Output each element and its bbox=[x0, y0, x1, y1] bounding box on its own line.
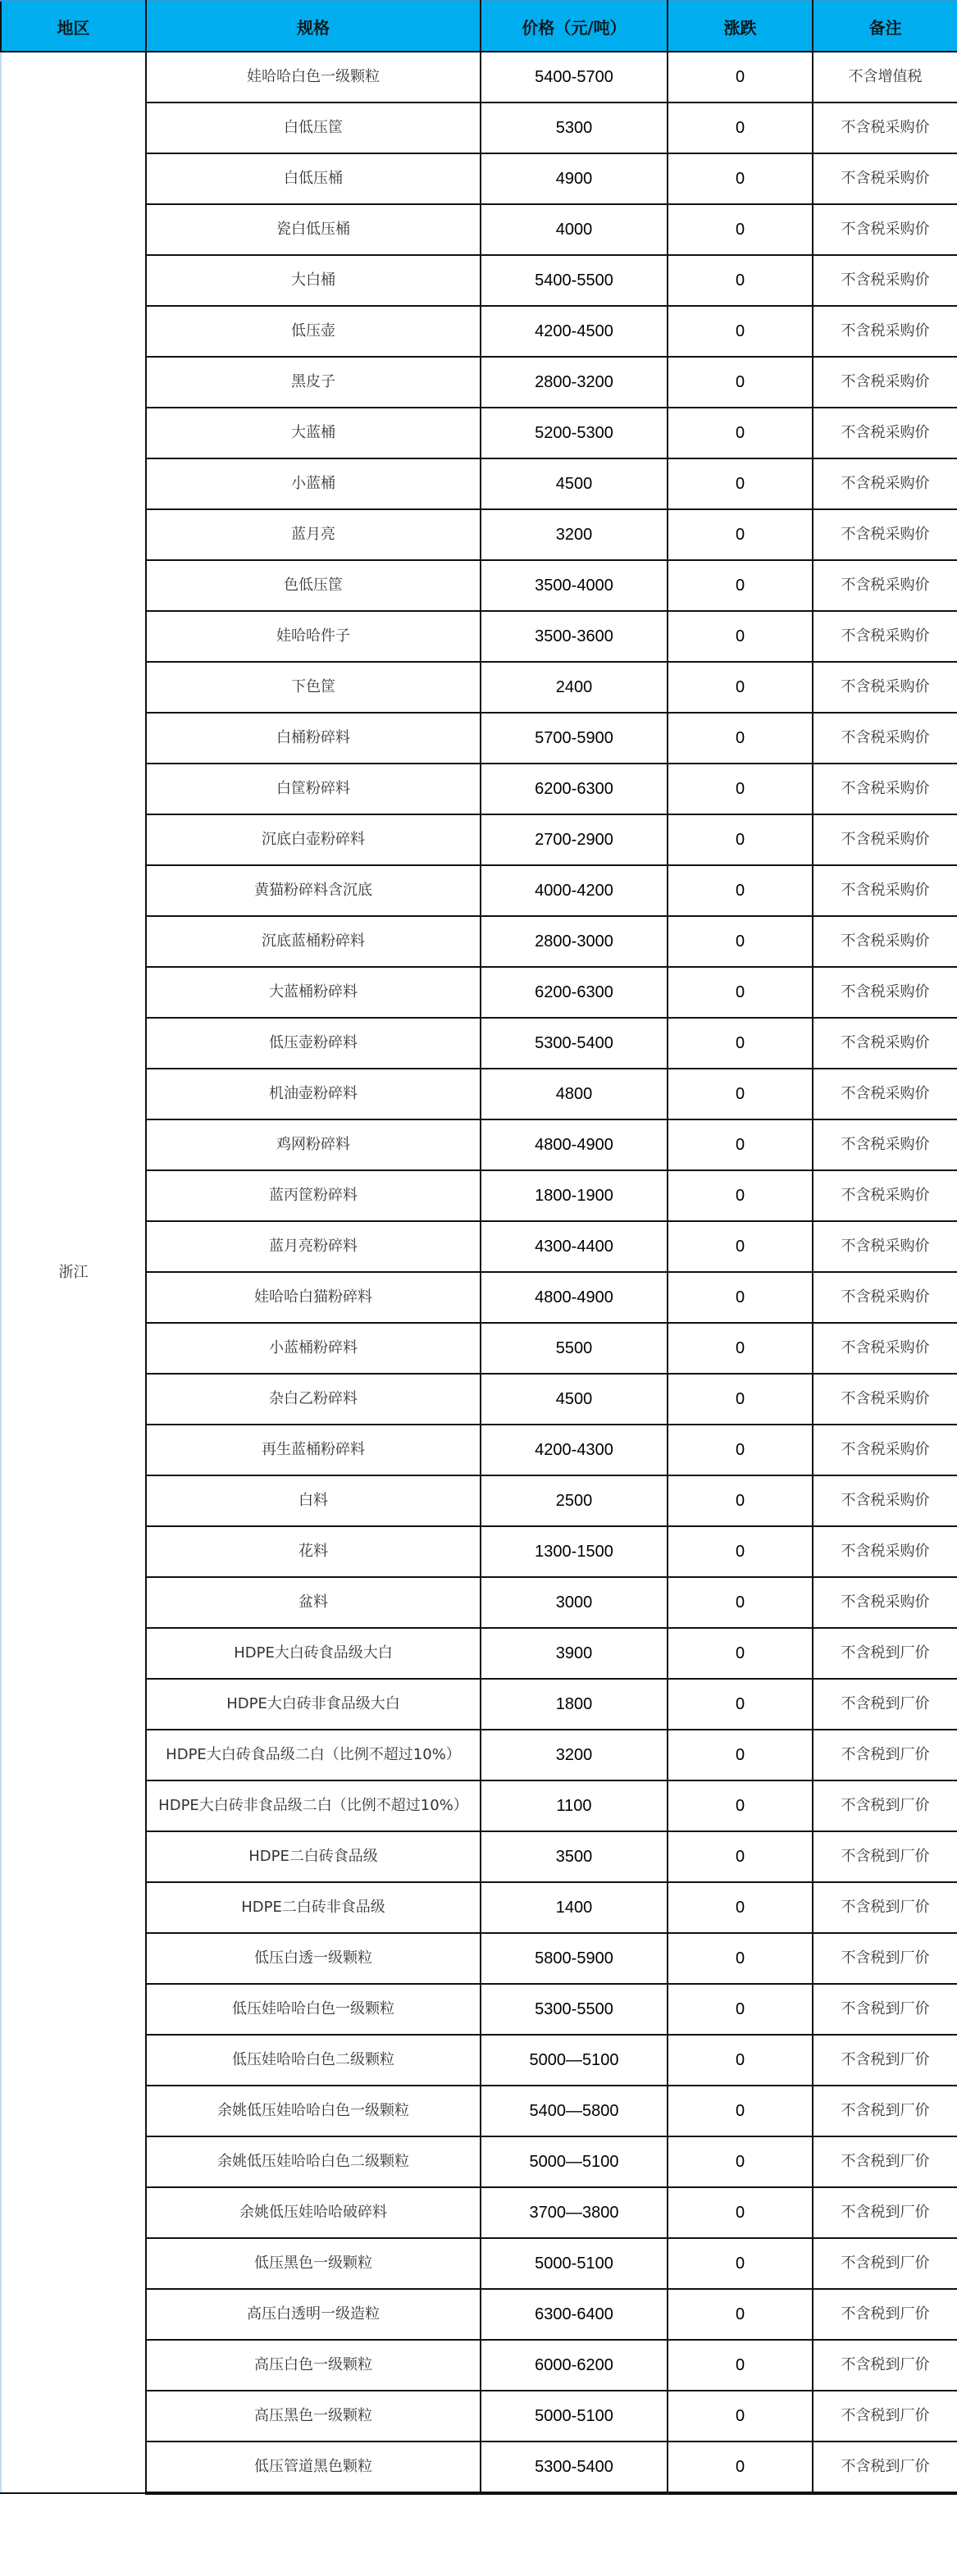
price-cell: 4800-4900 bbox=[481, 1272, 668, 1323]
table-row bbox=[1, 52, 957, 103]
spec-cell: 低压娃哈哈白色二级颗粒 bbox=[146, 2035, 481, 2086]
spec-cell: 白料 bbox=[146, 1475, 481, 1526]
price-cell: 6200-6300 bbox=[481, 764, 668, 814]
change-cell: 0 bbox=[668, 103, 813, 153]
price-cell: 3500-4000 bbox=[481, 560, 668, 611]
spec-cell: 花料 bbox=[146, 1526, 481, 1577]
spec-cell: 蓝丙筐粉碎料 bbox=[146, 1170, 481, 1221]
spec-cell: 娃哈哈白色一级颗粒 bbox=[146, 52, 481, 103]
spec-cell: 白低压桶 bbox=[146, 153, 481, 204]
spec-cell: HDPE二白砖非食品级 bbox=[146, 1882, 481, 1933]
price-cell: 3200 bbox=[481, 1730, 668, 1780]
price-cell: 5300 bbox=[481, 103, 668, 153]
note-cell: 不含税采购价 bbox=[813, 814, 957, 865]
table-header-row bbox=[1, 1, 957, 52]
note-cell: 不含税采购价 bbox=[813, 764, 957, 814]
spec-cell: 娃哈哈白猫粉碎料 bbox=[146, 1272, 481, 1323]
spec-cell: 黄猫粉碎料含沉底 bbox=[146, 865, 481, 916]
spec-cell: 盆料 bbox=[146, 1577, 481, 1628]
price-cell: 2400 bbox=[481, 662, 668, 713]
change-cell: 0 bbox=[668, 2442, 813, 2493]
note-cell: 不含税采购价 bbox=[813, 103, 957, 153]
price-cell: 5400—5800 bbox=[481, 2086, 668, 2136]
note-cell: 不含税采购价 bbox=[813, 509, 957, 560]
note-cell: 不含税采购价 bbox=[813, 458, 957, 509]
change-cell: 0 bbox=[668, 1882, 813, 1933]
change-cell: 0 bbox=[668, 509, 813, 560]
price-cell: 3900 bbox=[481, 1628, 668, 1679]
change-cell: 0 bbox=[668, 52, 813, 103]
price-cell: 1400 bbox=[481, 1882, 668, 1933]
price-cell: 5500 bbox=[481, 1323, 668, 1374]
change-cell: 0 bbox=[668, 1374, 813, 1425]
note-cell: 不含税到厂价 bbox=[813, 1984, 957, 2035]
spec-cell: 低压管道黑色颗粒 bbox=[146, 2442, 481, 2493]
note-cell: 不含税采购价 bbox=[813, 1018, 957, 1069]
change-cell: 0 bbox=[668, 2035, 813, 2086]
note-cell: 不含税采购价 bbox=[813, 1272, 957, 1323]
change-cell: 0 bbox=[668, 153, 813, 204]
price-cell: 5300-5500 bbox=[481, 1984, 668, 2035]
price-cell: 6200-6300 bbox=[481, 967, 668, 1018]
price-cell: 4200-4300 bbox=[481, 1425, 668, 1475]
note-cell: 不含税到厂价 bbox=[813, 2086, 957, 2136]
note-cell: 不含税到厂价 bbox=[813, 2442, 957, 2493]
change-cell: 0 bbox=[668, 458, 813, 509]
spec-cell: 再生蓝桶粉碎料 bbox=[146, 1425, 481, 1475]
change-cell: 0 bbox=[668, 306, 813, 357]
change-cell: 0 bbox=[668, 1628, 813, 1679]
price-cell: 5300-5400 bbox=[481, 2442, 668, 2493]
spec-cell: 低压娃哈哈白色一级颗粒 bbox=[146, 1984, 481, 2035]
spec-cell: 白桶粉碎料 bbox=[146, 713, 481, 764]
price-cell: 5000-5100 bbox=[481, 2238, 668, 2289]
price-cell: 4000 bbox=[481, 204, 668, 255]
change-cell: 0 bbox=[668, 2086, 813, 2136]
spec-cell: 沉底白壶粉碎料 bbox=[146, 814, 481, 865]
note-cell: 不含税到厂价 bbox=[813, 2289, 957, 2340]
note-cell: 不含税采购价 bbox=[813, 1374, 957, 1425]
change-cell: 0 bbox=[668, 1272, 813, 1323]
change-cell: 0 bbox=[668, 357, 813, 408]
note-cell: 不含税采购价 bbox=[813, 865, 957, 916]
change-cell: 0 bbox=[668, 1221, 813, 1272]
change-cell: 0 bbox=[668, 967, 813, 1018]
price-cell: 3500-3600 bbox=[481, 611, 668, 662]
spec-cell: 低压壶粉碎料 bbox=[146, 1018, 481, 1069]
spec-cell: 下色筐 bbox=[146, 662, 481, 713]
change-cell: 0 bbox=[668, 1831, 813, 1882]
spec-cell: 鸡网粉碎料 bbox=[146, 1119, 481, 1170]
note-cell: 不含税到厂价 bbox=[813, 2238, 957, 2289]
spec-cell: 黑皮子 bbox=[146, 357, 481, 408]
note-cell: 不含税到厂价 bbox=[813, 2340, 957, 2391]
note-cell: 不含税采购价 bbox=[813, 662, 957, 713]
spec-cell: 小蓝桶粉碎料 bbox=[146, 1323, 481, 1374]
change-cell: 0 bbox=[668, 1526, 813, 1577]
note-cell: 不含税采购价 bbox=[813, 1119, 957, 1170]
price-cell: 2800-3200 bbox=[481, 357, 668, 408]
change-cell: 0 bbox=[668, 1475, 813, 1526]
price-cell: 1800 bbox=[481, 1679, 668, 1730]
note-cell: 不含税到厂价 bbox=[813, 2187, 957, 2238]
spec-cell: HDPE二白砖食品级 bbox=[146, 1831, 481, 1882]
spec-cell: 白低压筐 bbox=[146, 103, 481, 153]
note-cell: 不含税采购价 bbox=[813, 1475, 957, 1526]
note-cell: 不含税采购价 bbox=[813, 408, 957, 458]
note-cell: 不含税到厂价 bbox=[813, 1831, 957, 1882]
price-cell: 5400-5700 bbox=[481, 52, 668, 103]
change-cell: 0 bbox=[668, 1069, 813, 1119]
change-cell: 0 bbox=[668, 713, 813, 764]
note-cell: 不含税采购价 bbox=[813, 1425, 957, 1475]
change-cell: 0 bbox=[668, 560, 813, 611]
change-cell: 0 bbox=[668, 1984, 813, 2035]
change-cell: 0 bbox=[668, 611, 813, 662]
change-cell: 0 bbox=[668, 1425, 813, 1475]
change-cell: 0 bbox=[668, 2289, 813, 2340]
spec-cell: 大白桶 bbox=[146, 255, 481, 306]
region-cell: 浙江 bbox=[1, 52, 146, 2493]
price-cell: 3700—3800 bbox=[481, 2187, 668, 2238]
spec-cell: 瓷白低压桶 bbox=[146, 204, 481, 255]
change-cell: 0 bbox=[668, 2187, 813, 2238]
note-cell: 不含税到厂价 bbox=[813, 1780, 957, 1831]
note-cell: 不含税采购价 bbox=[813, 1526, 957, 1577]
change-cell: 0 bbox=[668, 2136, 813, 2187]
note-cell: 不含税到厂价 bbox=[813, 2035, 957, 2086]
price-cell: 4300-4400 bbox=[481, 1221, 668, 1272]
note-cell: 不含税采购价 bbox=[813, 1170, 957, 1221]
change-cell: 0 bbox=[668, 1679, 813, 1730]
note-cell: 不含税采购价 bbox=[813, 713, 957, 764]
change-cell: 0 bbox=[668, 1933, 813, 1984]
change-cell: 0 bbox=[668, 255, 813, 306]
spec-cell: 余姚低压娃哈哈白色一级颗粒 bbox=[146, 2086, 481, 2136]
price-cell: 3500 bbox=[481, 1831, 668, 1882]
note-cell: 不含税采购价 bbox=[813, 560, 957, 611]
spec-cell: HDPE大白砖食品级大白 bbox=[146, 1628, 481, 1679]
price-cell: 5400-5500 bbox=[481, 255, 668, 306]
change-cell: 0 bbox=[668, 662, 813, 713]
price-cell: 1800-1900 bbox=[481, 1170, 668, 1221]
note-cell: 不含增值税 bbox=[813, 52, 957, 103]
price-cell: 4500 bbox=[481, 458, 668, 509]
spec-cell: 杂白乙粉碎料 bbox=[146, 1374, 481, 1425]
note-cell: 不含税采购价 bbox=[813, 357, 957, 408]
spec-cell: 余姚低压娃哈哈破碎料 bbox=[146, 2187, 481, 2238]
note-cell: 不含税到厂价 bbox=[813, 1933, 957, 1984]
price-cell: 4500 bbox=[481, 1374, 668, 1425]
spec-cell: 大蓝桶 bbox=[146, 408, 481, 458]
spec-cell: 机油壶粉碎料 bbox=[146, 1069, 481, 1119]
price-cell: 4200-4500 bbox=[481, 306, 668, 357]
note-cell: 不含税采购价 bbox=[813, 1221, 957, 1272]
note-cell: 不含税采购价 bbox=[813, 1069, 957, 1119]
spec-cell: 蓝月亮粉碎料 bbox=[146, 1221, 481, 1272]
price-cell: 2800-3000 bbox=[481, 916, 668, 967]
price-cell: 3000 bbox=[481, 1577, 668, 1628]
change-cell: 0 bbox=[668, 1323, 813, 1374]
spec-cell: 高压黑色一级颗粒 bbox=[146, 2391, 481, 2442]
spec-cell: 沉底蓝桶粉碎料 bbox=[146, 916, 481, 967]
spec-cell: 高压白色一级颗粒 bbox=[146, 2340, 481, 2391]
price-cell: 3200 bbox=[481, 509, 668, 560]
table-body bbox=[1, 52, 957, 2493]
price-cell: 5800-5900 bbox=[481, 1933, 668, 1984]
change-cell: 0 bbox=[668, 865, 813, 916]
spec-cell: 大蓝桶粉碎料 bbox=[146, 967, 481, 1018]
spec-cell: 色低压筐 bbox=[146, 560, 481, 611]
change-cell: 0 bbox=[668, 1730, 813, 1780]
price-cell: 5700-5900 bbox=[481, 713, 668, 764]
price-cell: 1300-1500 bbox=[481, 1526, 668, 1577]
spec-cell: 余姚低压娃哈哈白色二级颗粒 bbox=[146, 2136, 481, 2187]
spec-cell: 娃哈哈件子 bbox=[146, 611, 481, 662]
note-cell: 不含税到厂价 bbox=[813, 1628, 957, 1679]
price-cell: 5000-5100 bbox=[481, 2391, 668, 2442]
spec-cell: 低压白透一级颗粒 bbox=[146, 1933, 481, 1984]
header-region: 地区 bbox=[1, 1, 146, 52]
change-cell: 0 bbox=[668, 764, 813, 814]
note-cell: 不含税采购价 bbox=[813, 306, 957, 357]
change-cell: 0 bbox=[668, 1170, 813, 1221]
change-cell: 0 bbox=[668, 916, 813, 967]
note-cell: 不含税采购价 bbox=[813, 967, 957, 1018]
change-cell: 0 bbox=[668, 1577, 813, 1628]
note-cell: 不含税采购价 bbox=[813, 611, 957, 662]
price-cell: 2500 bbox=[481, 1475, 668, 1526]
price-cell: 4800-4900 bbox=[481, 1119, 668, 1170]
spec-cell: 白筐粉碎料 bbox=[146, 764, 481, 814]
spec-cell: 低压壶 bbox=[146, 306, 481, 357]
price-cell: 2700-2900 bbox=[481, 814, 668, 865]
change-cell: 0 bbox=[668, 1018, 813, 1069]
header-change: 涨跌 bbox=[668, 1, 813, 52]
note-cell: 不含税到厂价 bbox=[813, 1730, 957, 1780]
note-cell: 不含税到厂价 bbox=[813, 2391, 957, 2442]
note-cell: 不含税到厂价 bbox=[813, 1679, 957, 1730]
note-cell: 不含税采购价 bbox=[813, 255, 957, 306]
header-note: 备注 bbox=[813, 1, 957, 52]
spec-cell: 小蓝桶 bbox=[146, 458, 481, 509]
header-spec: 规格 bbox=[146, 1, 481, 52]
change-cell: 0 bbox=[668, 2238, 813, 2289]
change-cell: 0 bbox=[668, 1119, 813, 1170]
spec-cell: 低压黑色一级颗粒 bbox=[146, 2238, 481, 2289]
spec-cell: HDPE大白砖非食品级大白 bbox=[146, 1679, 481, 1730]
spec-cell: HDPE大白砖食品级二白（比例不超过10%） bbox=[146, 1730, 481, 1780]
price-cell: 6300-6400 bbox=[481, 2289, 668, 2340]
change-cell: 0 bbox=[668, 408, 813, 458]
note-cell: 不含税采购价 bbox=[813, 1577, 957, 1628]
price-cell: 6000-6200 bbox=[481, 2340, 668, 2391]
spec-cell: 蓝月亮 bbox=[146, 509, 481, 560]
price-cell: 1100 bbox=[481, 1780, 668, 1831]
note-cell: 不含税采购价 bbox=[813, 204, 957, 255]
note-cell: 不含税到厂价 bbox=[813, 2136, 957, 2187]
price-cell: 5000—5100 bbox=[481, 2136, 668, 2187]
note-cell: 不含税采购价 bbox=[813, 1323, 957, 1374]
note-cell: 不含税到厂价 bbox=[813, 1882, 957, 1933]
price-cell: 4000-4200 bbox=[481, 865, 668, 916]
price-cell: 5000—5100 bbox=[481, 2035, 668, 2086]
change-cell: 0 bbox=[668, 2391, 813, 2442]
change-cell: 0 bbox=[668, 1780, 813, 1831]
note-cell: 不含税采购价 bbox=[813, 153, 957, 204]
note-cell: 不含税采购价 bbox=[813, 916, 957, 967]
price-cell: 4800 bbox=[481, 1069, 668, 1119]
change-cell: 0 bbox=[668, 814, 813, 865]
change-cell: 0 bbox=[668, 204, 813, 255]
change-cell: 0 bbox=[668, 2340, 813, 2391]
spec-cell: HDPE大白砖非食品级二白（比例不超过10%） bbox=[146, 1780, 481, 1831]
price-cell: 4900 bbox=[481, 153, 668, 204]
price-cell: 5200-5300 bbox=[481, 408, 668, 458]
header-price: 价格（元/吨） bbox=[481, 1, 668, 52]
price-cell: 5300-5400 bbox=[481, 1018, 668, 1069]
spec-cell: 高压白透明一级造粒 bbox=[146, 2289, 481, 2340]
